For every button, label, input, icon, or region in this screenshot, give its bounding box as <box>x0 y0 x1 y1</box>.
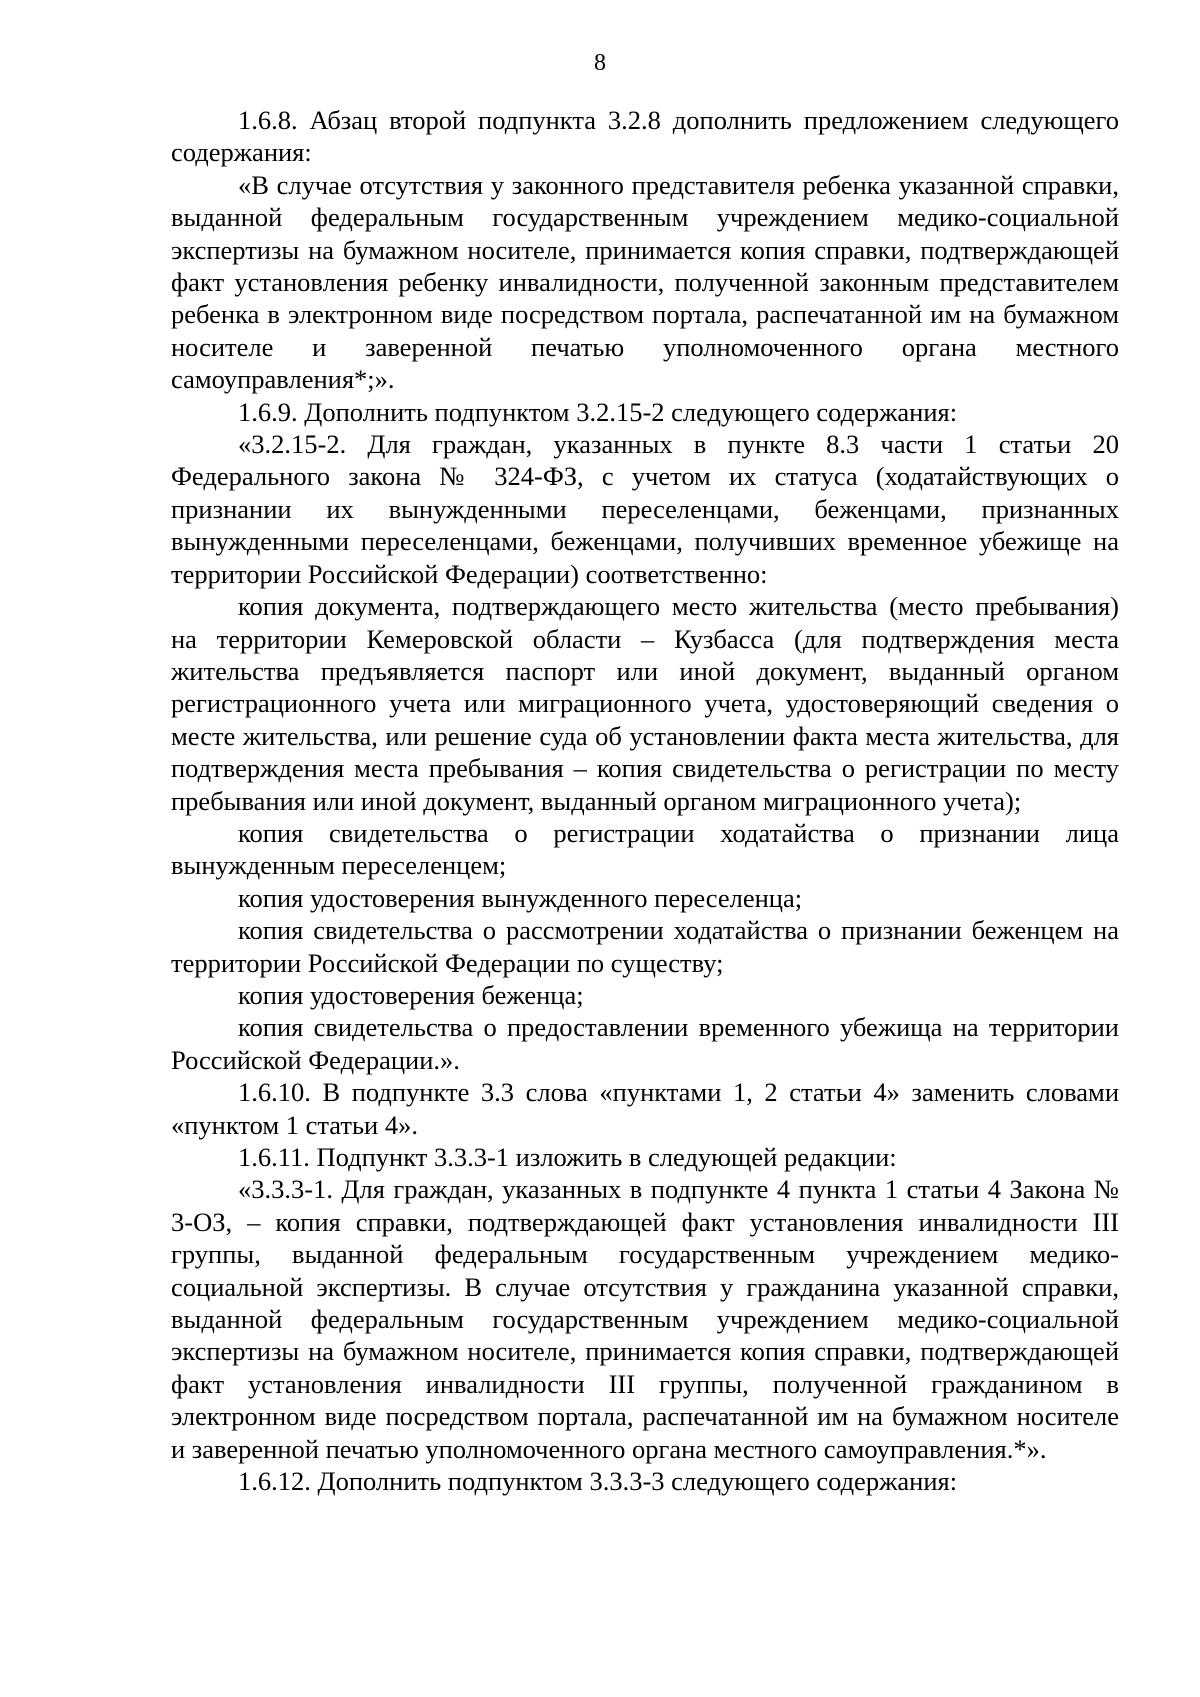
paragraph-1-6-11: 1.6.11. Подпункт 3.3.3-1 изложить в следующей редакции: <box>238 1142 897 1172</box>
paragraph-1-6-10: 1.6.10. В подпункте 3.3 слова «пунктами 1, 2 статьи 4» заменить словами «пунктом 1 статьи 4». <box>171 1077 1119 1140</box>
paragraph-1-6-8-quote: «В случае отсутствия у законного представителя ребенка указанной справки, выданной федеральным государственным учреждением медико-социальной экспертизы на бумажном носителе, принимается копия справки, подтверждающей факт установления ребенку инвалидности, полученной законным представителем ребенка в электронном виде посредством портала, распечатанной им на бумажном носителе и заверенной печатью уполномоченного органа местного самоуправления*;». <box>171 169 1119 395</box>
document-body <box>171 104 1119 1497</box>
list-item-temporary-asylum: копия свидетельства о предоставлении временного убежища на территории Российской Федерации.». <box>171 1012 1119 1075</box>
list-item-petition-registration: копия свидетельства о регистрации ходатайства о признании лица вынужденным переселенцем; <box>171 817 1119 881</box>
paragraph-1-6-9: 1.6.9. Дополнить подпунктом 3.2.15-2 следующего содержания: <box>238 396 958 427</box>
list-item-residence-document: копия документа, подтверждающего место жительства (место пребывания) на территории Кемеровской области – Кузбасса (для подтверждения места жительства предъявляется паспорт или иной документ, выданный органом регистрационного учета или миграционного учета, удостоверяющий сведения о месте жительства, или решение суда об установлении факта места жительства, для подтверждения места пребывания – копия свидетельства о регистрации по месту пребывания или иной документ, выданный органом миграционного учета); <box>171 591 1119 816</box>
paragraph-3-2-15-2: «3.2.15-2. Для граждан, указанных в пункте 8.3 части 1 статьи 20 Федерального закона № 324-ФЗ, с учетом их статуса (ходатайствующих о признании их вынужденными переселенцами, беженцами, признанных вынужденными переселенцами, беженцами, получивших временное убежище на территории Российской Федерации) соответственно: <box>171 429 1119 589</box>
list-item-displaced-person-id: копия удостоверения вынужденного переселенца; <box>238 882 803 913</box>
page-number: 8 <box>594 50 606 76</box>
list-item-refugee-id: копия удостоверения беженца; <box>238 979 584 1010</box>
paragraph-1-6-8: 1.6.8. Абзац второй подпункта 3.2.8 дополнить предложением следующего содержания: <box>171 105 1119 168</box>
list-item-refugee-petition-review: копия свидетельства о рассмотрении ходатайства о признании беженцем на территории Российской Федерации по существу; <box>171 915 1119 978</box>
paragraph-3-3-3-1: «3.3.3-1. Для граждан, указанных в подпункте 4 пункта 1 статьи 4 Закона № 3-ОЗ, – копия справки, подтверждающей факт установления инвалидности III группы, выданной федеральным государственным учреждением медико-социальной экспертизы. В случае отсутствия у гражданина указанной справки, выданной федеральным государственным учреждением медико-социальной экспертизы на бумажном носителе, принимается копия справки, подтверждающей факт установления инвалидности III группы, полученной гражданином в электронном виде посредством портала, распечатанной им на бумажном носителе и заверенной печатью уполномоченного органа местного самоуправления.*». <box>171 1174 1119 1464</box>
paragraph-1-6-12: 1.6.12. Дополнить подпунктом 3.3.3-3 следующего содержания: <box>238 1466 958 1497</box>
